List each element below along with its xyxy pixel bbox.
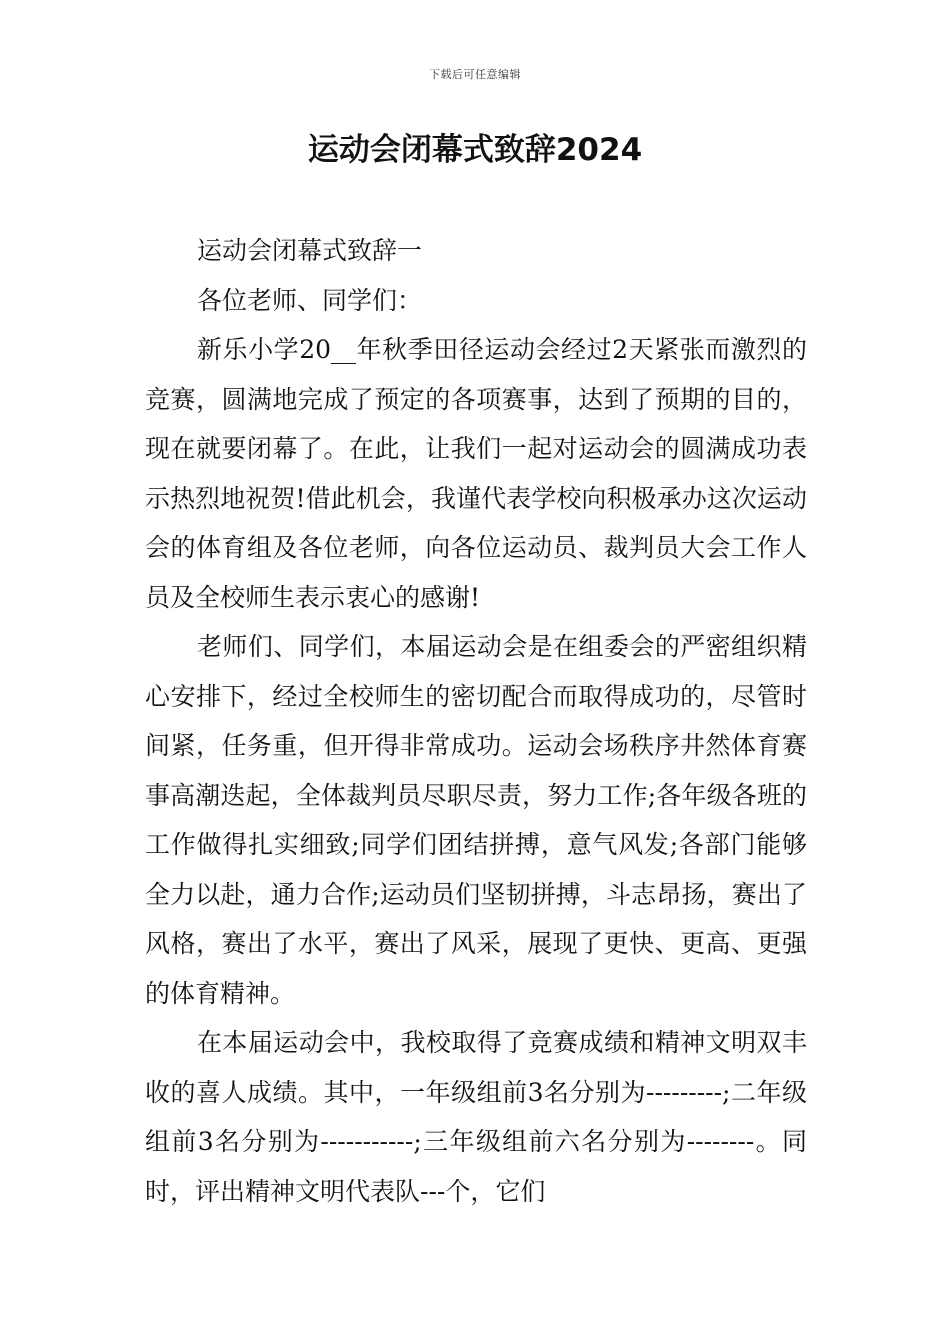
document-body [145,226,807,1216]
paragraph-results: 在本届运动会中，我校取得了竞赛成绩和精神文明双丰收的喜人成绩。其中，一年级组前3名分别为---------;二年级组前3名分别为-----------;三年级组前六名分别为--------。同时，评出精神文明代表队---个，它们 [145,1028,807,1206]
paragraph-achievements: 老师们、同学们，本届运动会是在组委会的严密组织精心安排下，经过全校师生的密切配合而取得成功的，尽管时间紧，任务重，但开得非常成功。运动会场秩序井然体育赛事高潮迭起，全体裁判员尽职尽责，努力工作;各年级各班的工作做得扎实细致;同学们团结拼搏，意气风发;各部门能够全力以赴，通力合作;运动员们坚韧拼搏，斗志昂扬，赛出了风格，赛出了水平，赛出了风采，展现了更快、更高、更强的体育精神。 [145,632,807,1008]
paragraph-opening: 新乐小学20__年秋季田径运动会经过2天紧张而激烈的竞赛，圆满地完成了预定的各项赛事，达到了预期的目的，现在就要闭幕了。在此，让我们一起对运动会的圆满成功表示热烈地祝贺!借此机会，我谨代表学校向积极承办这次运动会的体育组及各位老师，向各位运动员、裁判员大会工作人员及全校师生表示衷心的感谢! [145,335,807,612]
salutation: 各位老师、同学们： [197,285,423,315]
section-heading: 运动会闭幕式致辞一 [197,236,423,265]
header-note: 下载后可任意编辑 [429,68,521,81]
document-title: 运动会闭幕式致辞2024 [307,132,643,168]
